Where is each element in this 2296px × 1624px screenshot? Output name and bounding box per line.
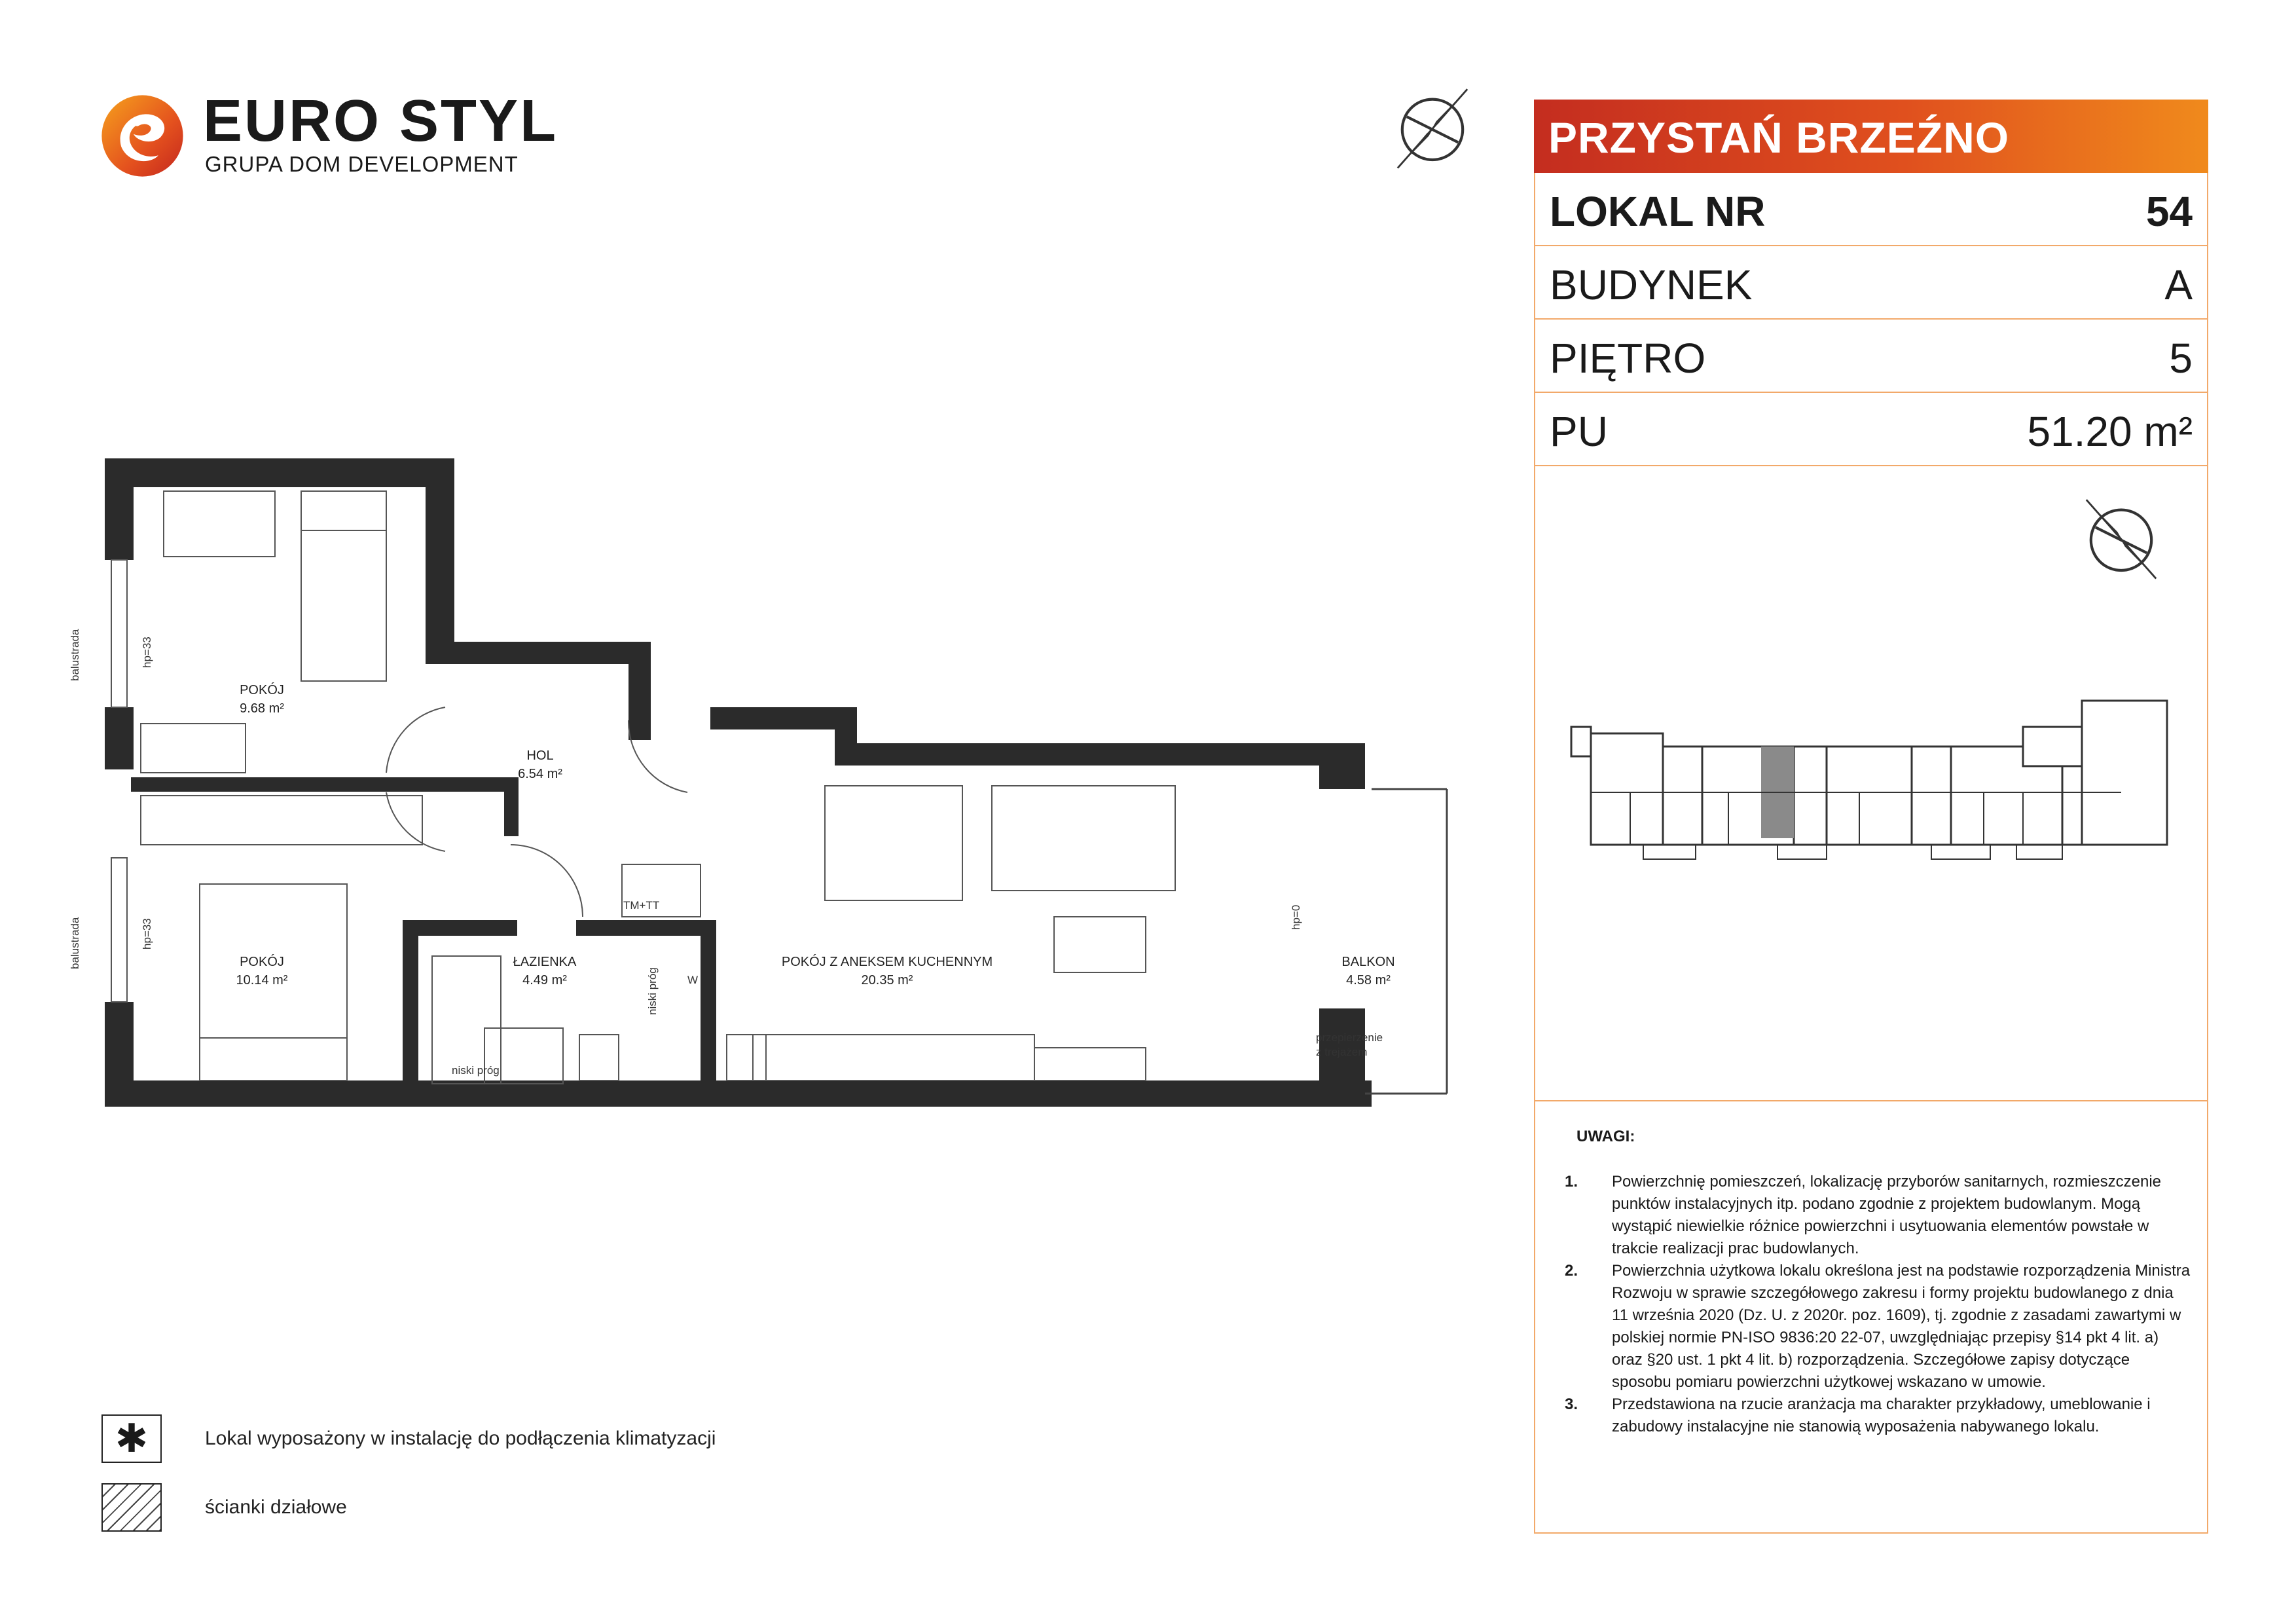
brand-name: EURO STYL — [203, 88, 558, 154]
hp-label: hp=33 — [141, 637, 153, 668]
trellis-label: z trejażem — [1316, 1046, 1368, 1058]
hatch-icon — [101, 1483, 162, 1532]
row-pietro — [1534, 320, 2208, 393]
room-name: HOL — [526, 748, 554, 763]
windows — [111, 560, 127, 1002]
compass-icon — [1387, 82, 1478, 174]
row-lokal — [1534, 173, 2208, 246]
hp-label: hp=0 — [1290, 904, 1302, 930]
row-value: 5 — [2169, 335, 2193, 382]
legend-walls-text: ścianki działowe — [205, 1496, 347, 1518]
legend-ac-text: Lokal wyposażony w instalację do podłączenia klimatyzacji — [205, 1428, 716, 1449]
threshold-label: niski próg — [452, 1064, 500, 1077]
row-label: LOKAL NR — [1550, 188, 1766, 235]
balustrada-label: balustrada — [69, 629, 81, 681]
building-key-plan — [1565, 688, 2180, 891]
notes-divider — [1534, 1100, 2208, 1101]
balcony — [1365, 789, 1447, 1094]
note-number: 3. — [1565, 1395, 1578, 1413]
legend-ac-box — [101, 1414, 162, 1463]
room-name: ŁAZIENKA — [513, 955, 577, 969]
balustrada-label: balustrada — [69, 917, 81, 969]
threshold-label: niski próg — [646, 967, 659, 1015]
room-name: BALKON — [1341, 955, 1395, 969]
note-item — [1565, 1171, 2193, 1260]
note-item — [1565, 1260, 2193, 1393]
row-label: BUDYNEK — [1550, 261, 1753, 308]
walls — [105, 458, 1372, 1107]
row-label: PIĘTRO — [1550, 335, 1706, 382]
note-text: Przedstawiona na rzucie aranżacja ma charakter przykładowy, umeblowanie i zabudowy instalacyjne nie stanowią wyposażenia nabywanego lokalu. — [1612, 1395, 2151, 1435]
project-header — [1534, 100, 2208, 173]
room-area: 10.14 m² — [236, 973, 288, 987]
floor-plan — [59, 432, 1473, 1133]
project-name: PRZYSTAŃ BRZEŹNO — [1548, 113, 2010, 162]
row-value: 51.20 m² — [2027, 408, 2193, 455]
w-label: W — [687, 974, 699, 986]
room-name: POKÓJ — [240, 683, 284, 697]
note-text: Powierzchnię pomieszczeń, lokalizację przyborów sanitarnych, rozmieszczenie punktów instalacyjnych itp. podano zgodnie z projektem budowlanym. Mogą wystąpić niewielkie różnice powierzchni i usytuowania elementów powstałe w trakcie realizacji prac budowlanych. — [1612, 1173, 2162, 1257]
row-label: PU — [1550, 408, 1608, 455]
trellis-label: przepierzenie — [1316, 1031, 1383, 1044]
room-name: POKÓJ Z ANEKSEM KUCHENNYM — [781, 955, 993, 969]
room-area: 6.54 m² — [518, 767, 562, 781]
room-area: 4.49 m² — [522, 973, 567, 987]
row-pu — [1534, 393, 2208, 466]
note-number: 1. — [1565, 1173, 1578, 1190]
room-area: 20.35 m² — [861, 973, 913, 987]
row-value: 54 — [2145, 188, 2193, 235]
row-budynek — [1534, 246, 2208, 320]
compass-icon — [2075, 492, 2167, 584]
hp-label: hp=33 — [141, 918, 153, 950]
note-item — [1565, 1393, 2193, 1438]
tm-tt-label: TM+TT — [623, 899, 660, 912]
room-area: 9.68 m² — [240, 701, 284, 716]
notes-title: UWAGI: — [1576, 1128, 1635, 1145]
room-area: 4.58 m² — [1346, 973, 1391, 987]
euro-styl-logo-icon — [98, 92, 187, 180]
asterisk-icon: ✱ — [115, 1416, 149, 1460]
notes-list — [1565, 1171, 2193, 1438]
brand-tagline: GRUPA DOM DEVELOPMENT — [205, 152, 519, 176]
note-number: 2. — [1565, 1262, 1578, 1280]
row-value: A — [2164, 261, 2193, 308]
room-name: POKÓJ — [240, 955, 284, 969]
note-text: Powierzchnia użytkowa lokalu określona jest na podstawie rozporządzenia Ministra Rozwoju w sprawie szczegółowego zakresu i formy projektu budowlanego z dnia 11 września 2020 (Dz. U. z 2020r. poz. 1609), tj. zgodnie z zasadami zawartymi w polskiej normie PN-ISO 9836:20 22-07, uwzględniając przepisy §14 pkt 4 lit. a) oraz §20 ust. 1 pkt 4 lit. b) rozporządzenia. Szczegółowe zapisy dotyczące sposobu pomiaru powierzchni użytkowej wskazano w umowie. — [1612, 1262, 2191, 1391]
